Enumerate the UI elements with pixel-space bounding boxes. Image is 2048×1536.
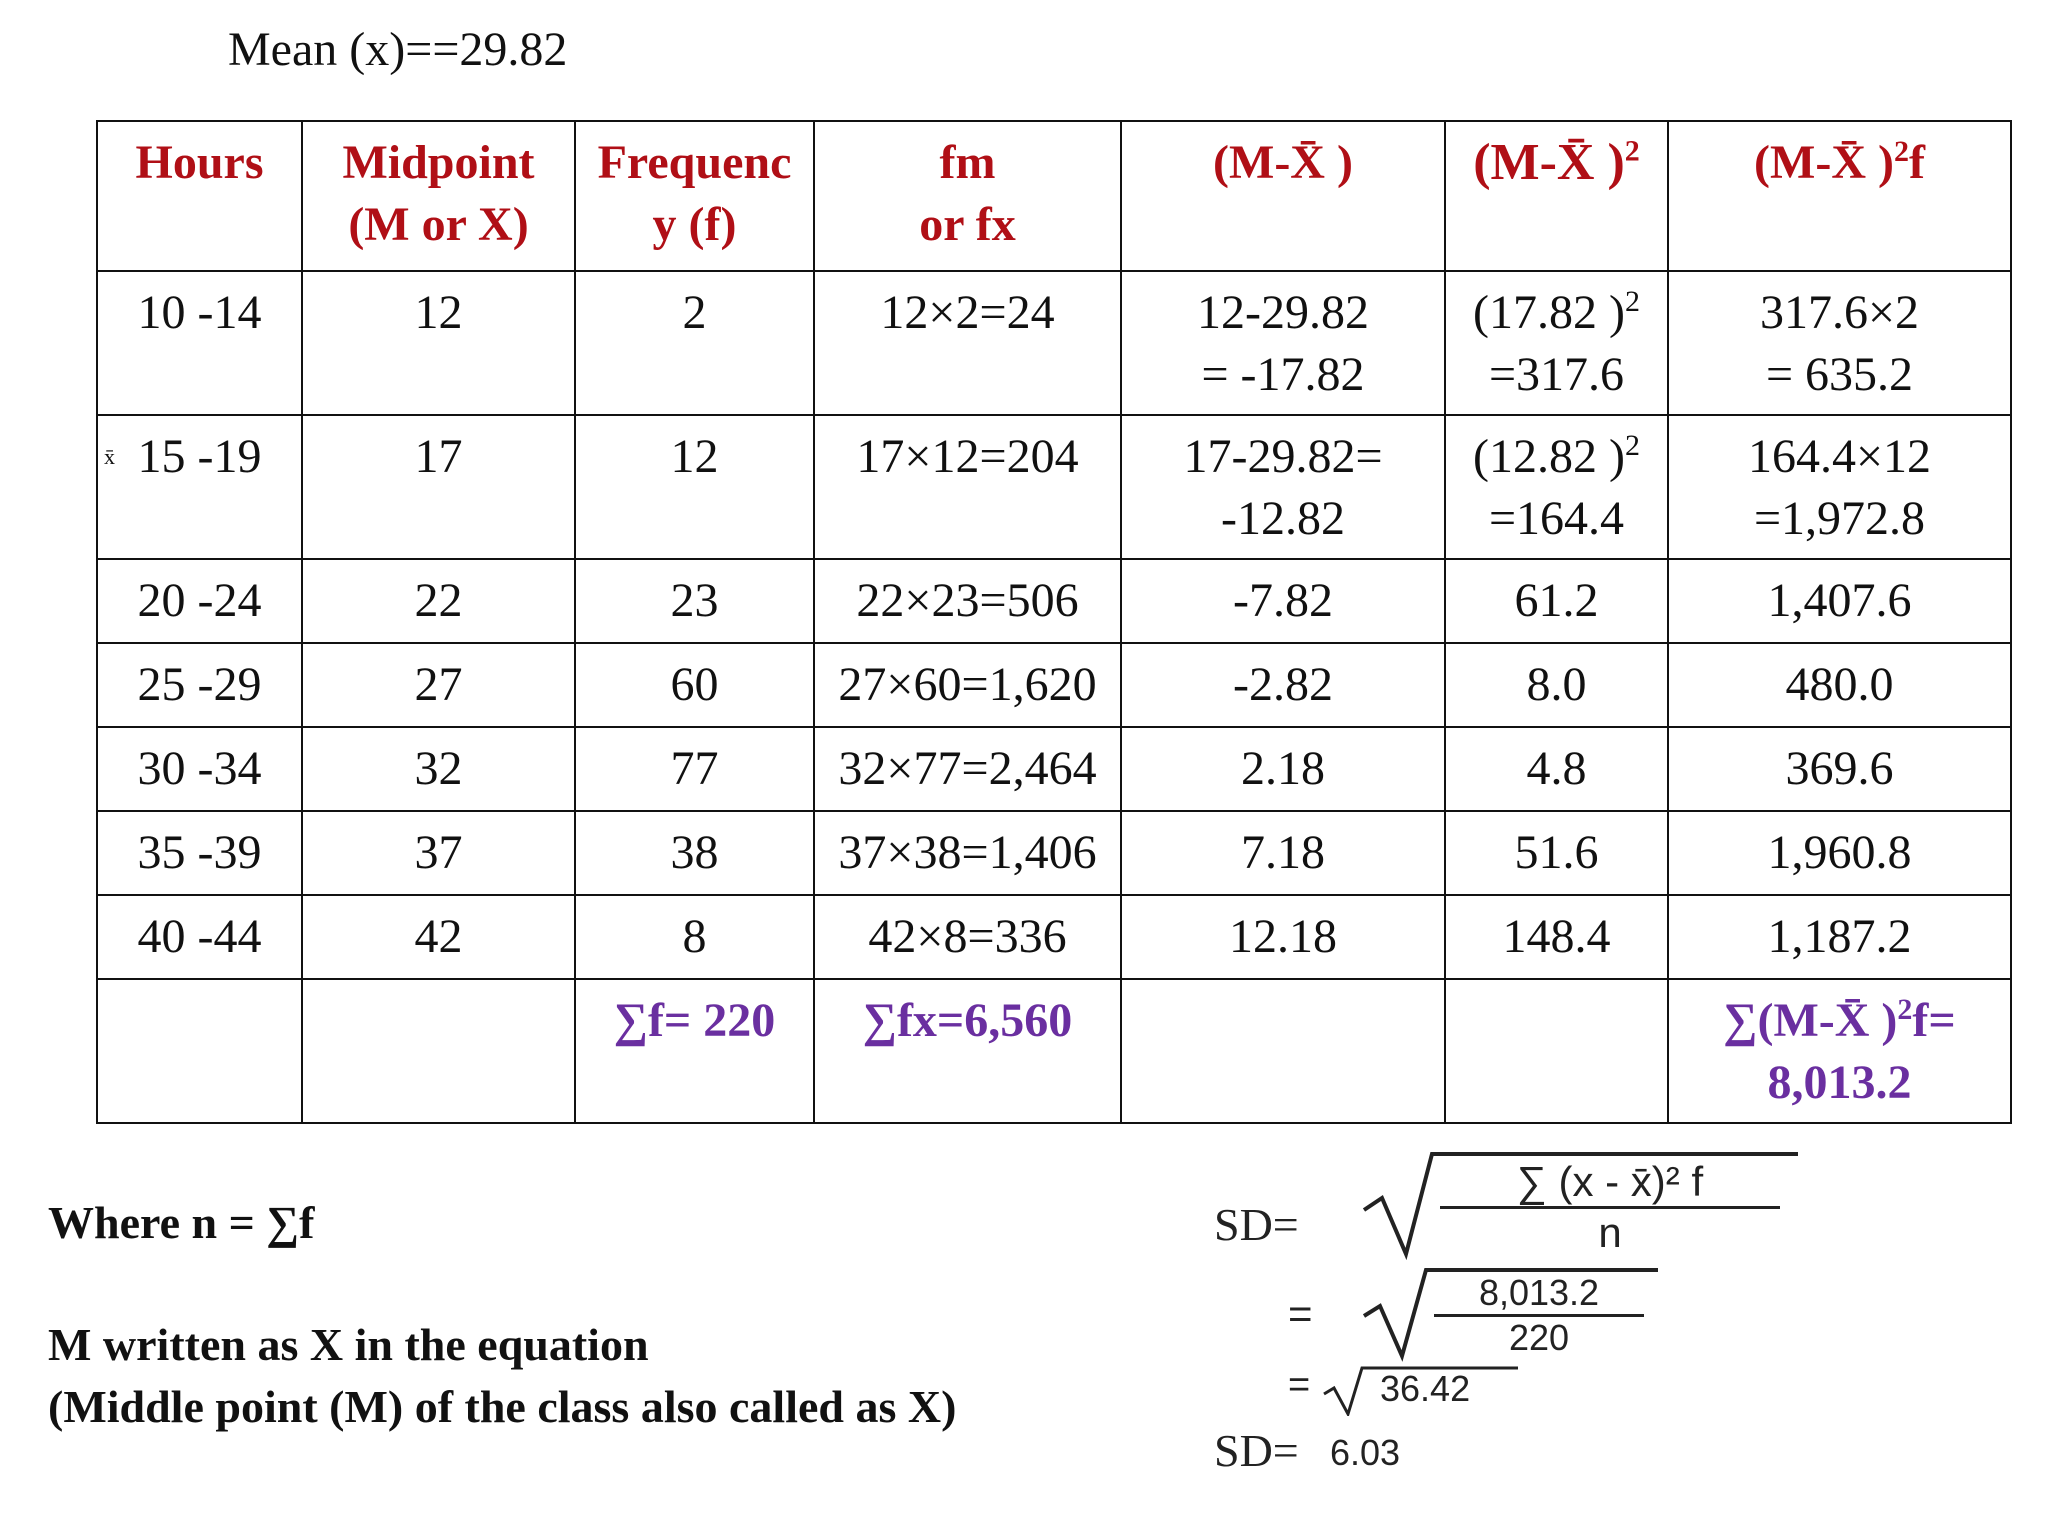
table-row	[97, 559, 2011, 643]
cell-deviation-squared: (17.82 )$^2$ =317.6	[1445, 271, 1668, 415]
cell-deviation: 2.18	[1121, 727, 1445, 811]
cell-midpoint: 12	[302, 271, 575, 415]
table-row	[97, 415, 2011, 559]
cell-deviation-squared-f: 369.6	[1668, 727, 2011, 811]
header-row	[97, 121, 2011, 271]
note-m-written: M written as X in the equation	[48, 1319, 649, 1370]
note-middle-point: (Middle point (M) of the class also called as X)	[48, 1381, 957, 1432]
cell-frequency: 12	[575, 415, 814, 559]
cell-empty	[1445, 979, 1668, 1123]
cell-fm: 42×8=336	[814, 895, 1121, 979]
sd-table	[96, 120, 2012, 1124]
table-row	[97, 643, 2011, 727]
cell-deviation-squared-f: 1,960.8	[1668, 811, 2011, 895]
cell-frequency: 8	[575, 895, 814, 979]
cell-hours: x̄ 15 -19	[97, 415, 302, 559]
cell-fm: 22×23=506	[814, 559, 1121, 643]
total-fm: ∑fx=6,560	[814, 979, 1121, 1123]
cell-empty	[97, 979, 302, 1123]
header-deviation-squared-f: (M-X̄ )$^2$f	[1668, 121, 2011, 271]
table-row	[97, 811, 2011, 895]
header-deviation-squared: (M-X̄ )$^2$	[1445, 121, 1668, 271]
sd-label: SD=	[1214, 1199, 1299, 1250]
sd-final-value: 6.03	[1330, 1432, 1401, 1473]
fraction-1-numerator: ∑ (x - x̄)² f	[1440, 1158, 1780, 1209]
cell-fm: 37×38=1,406	[814, 811, 1121, 895]
cell-deviation-squared-f: 1,187.2	[1668, 895, 2011, 979]
sd-final-label: SD=	[1214, 1425, 1299, 1476]
cell-fm: 32×77=2,464	[814, 727, 1121, 811]
mean-line: Mean (x)==29.82	[228, 23, 568, 76]
cell-frequency: 2	[575, 271, 814, 415]
cell-deviation: 17-29.82= -12.82	[1121, 415, 1445, 559]
cell-midpoint: 37	[302, 811, 575, 895]
cell-deviation-squared: 148.4	[1445, 895, 1668, 979]
cell-deviation-squared: 61.2	[1445, 559, 1668, 643]
cell-fm: 17×12=204	[814, 415, 1121, 559]
cell-deviation-squared: 51.6	[1445, 811, 1668, 895]
header-fm: fm or fx	[814, 121, 1121, 271]
header-frequency: Frequenc y (f)	[575, 121, 814, 271]
step-3-value: 36.42	[1380, 1368, 1471, 1409]
fraction-2-numerator: 8,013.2	[1434, 1272, 1644, 1317]
fraction-1	[1440, 1158, 1780, 1257]
cell-deviation: -2.82	[1121, 643, 1445, 727]
cell-hours: 40 -44	[97, 895, 302, 979]
equals-2: =	[1288, 1290, 1313, 1337]
fraction-1-denominator: n	[1598, 1209, 1622, 1256]
header-hours: Hours	[97, 121, 302, 271]
cell-fm: 12×2=24	[814, 271, 1121, 415]
cell-hours: 30 -34	[97, 727, 302, 811]
mean-marker: x̄	[104, 444, 115, 469]
cell-deviation: 12.18	[1121, 895, 1445, 979]
total-frequency: ∑f= 220	[575, 979, 814, 1123]
cell-frequency: 60	[575, 643, 814, 727]
table-row	[97, 895, 2011, 979]
cell-deviation-squared: 4.8	[1445, 727, 1668, 811]
fraction-2-denominator: 220	[1508, 1317, 1570, 1358]
cell-midpoint: 32	[302, 727, 575, 811]
cell-empty	[302, 979, 575, 1123]
totals-row	[97, 979, 2011, 1123]
cell-empty	[1121, 979, 1445, 1123]
table-row	[97, 271, 2011, 415]
cell-deviation: -7.82	[1121, 559, 1445, 643]
fraction-2	[1434, 1272, 1644, 1359]
note-where-n: Where n = ∑f	[48, 1197, 315, 1248]
header-deviation: (M-X̄ )	[1121, 121, 1445, 271]
total-deviation-squared-f: ∑(M-X̄ )$^2$f= 8,013.2	[1668, 979, 2011, 1123]
cell-hours: 10 -14	[97, 271, 302, 415]
header-midpoint: Midpoint (M or X)	[302, 121, 575, 271]
cell-deviation: 12-29.82 = -17.82	[1121, 271, 1445, 415]
cell-deviation-squared-f: 1,407.6	[1668, 559, 2011, 643]
table-row	[97, 727, 2011, 811]
equals-3: =	[1288, 1364, 1311, 1406]
cell-hours: 20 -24	[97, 559, 302, 643]
cell-midpoint: 22	[302, 559, 575, 643]
cell-fm: 27×60=1,620	[814, 643, 1121, 727]
cell-frequency: 77	[575, 727, 814, 811]
cell-deviation-squared: (12.82 )$^2$ =164.4	[1445, 415, 1668, 559]
cell-midpoint: 27	[302, 643, 575, 727]
cell-deviation-squared: 8.0	[1445, 643, 1668, 727]
cell-deviation-squared-f: 317.6×2 = 635.2	[1668, 271, 2011, 415]
cell-midpoint: 42	[302, 895, 575, 979]
cell-deviation-squared-f: 164.4×12 =1,972.8	[1668, 415, 2011, 559]
cell-frequency: 38	[575, 811, 814, 895]
cell-deviation-squared-f: 480.0	[1668, 643, 2011, 727]
cell-midpoint: 17	[302, 415, 575, 559]
cell-frequency: 23	[575, 559, 814, 643]
cell-deviation: 7.18	[1121, 811, 1445, 895]
cell-hours: 35 -39	[97, 811, 302, 895]
cell-hours: 25 -29	[97, 643, 302, 727]
